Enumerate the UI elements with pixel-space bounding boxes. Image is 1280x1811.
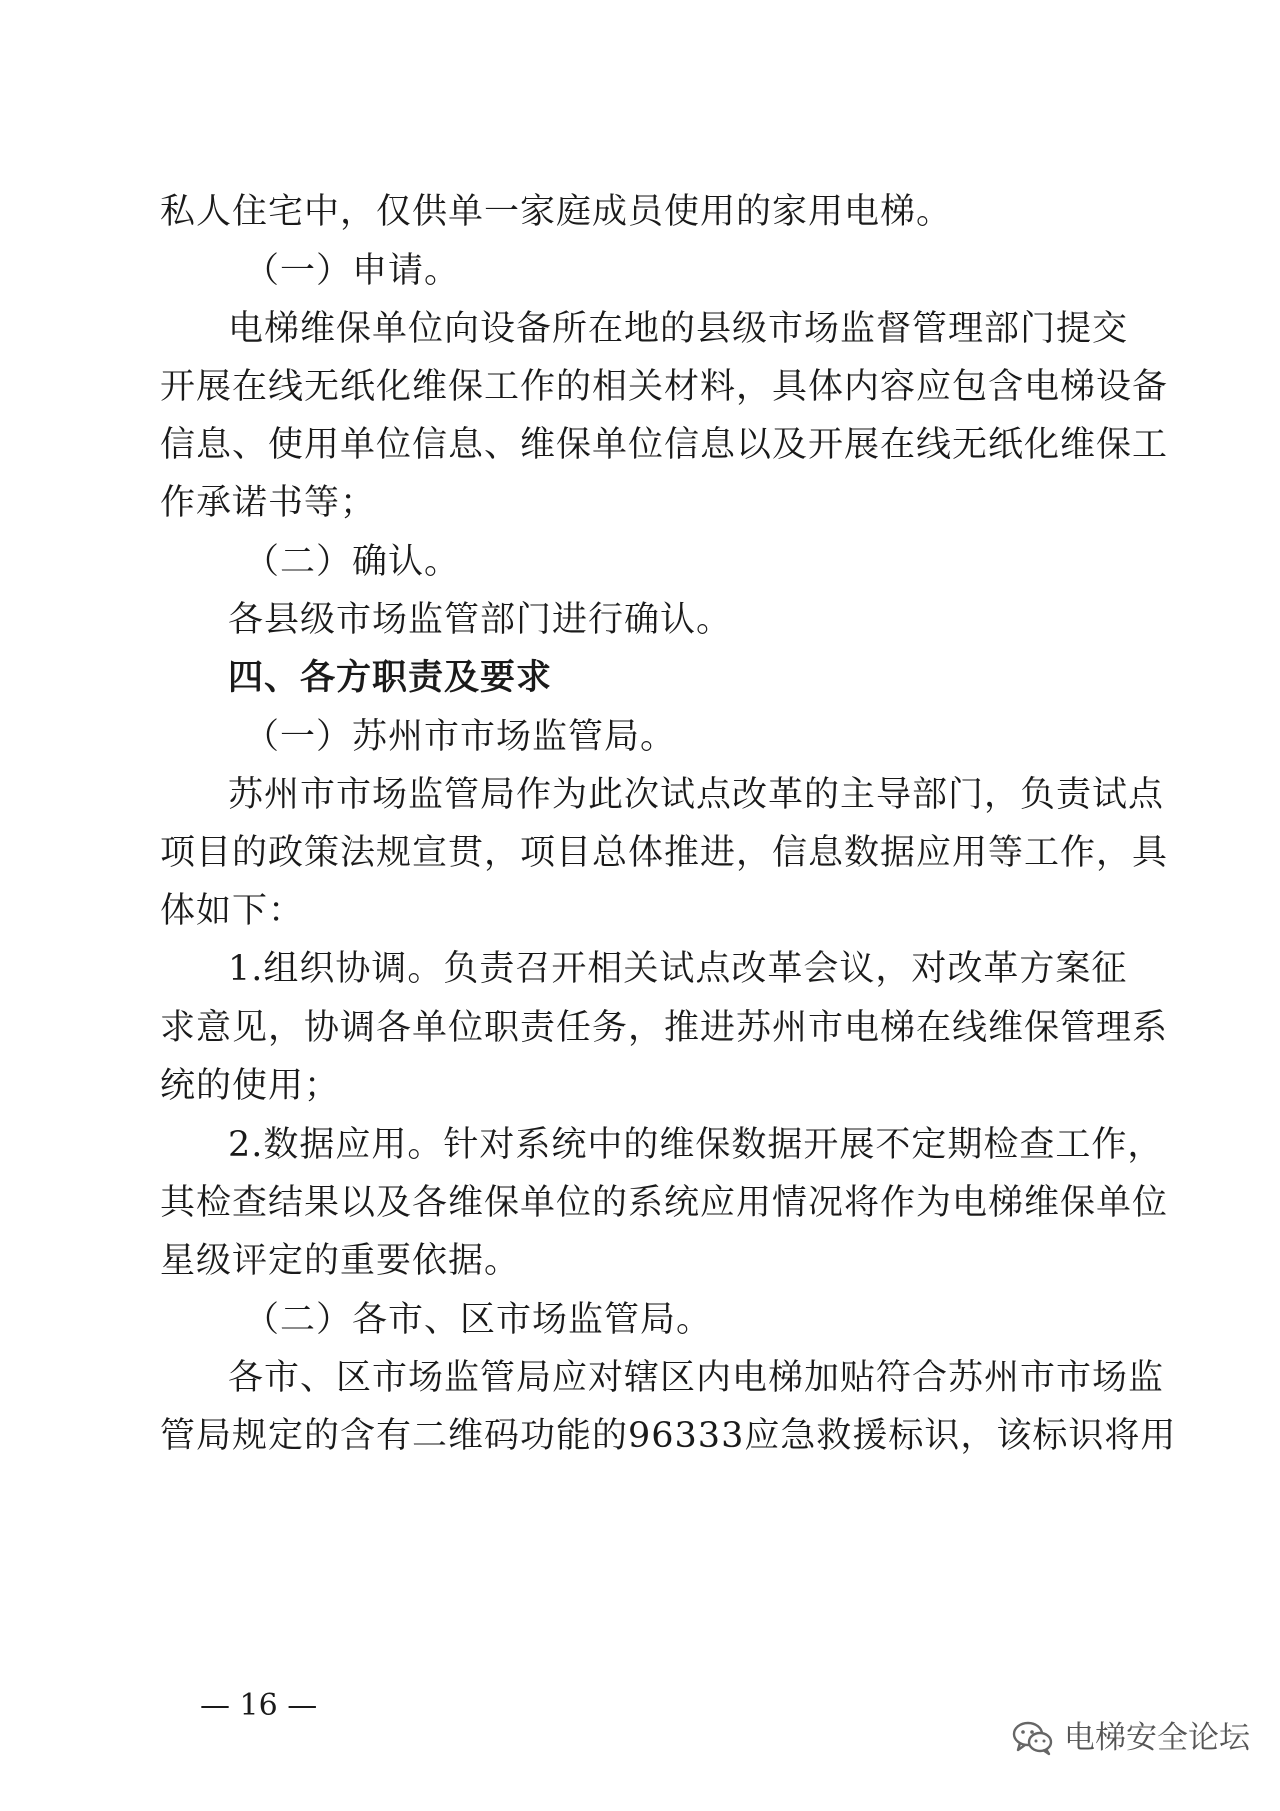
text-line: 项目的政策法规宣贯，项目总体推进，信息数据应用等工作，具: [160, 833, 1169, 873]
section-heading: （二）确认。: [244, 542, 461, 582]
wechat-icon: [1012, 1720, 1054, 1756]
text-line: 2.数据应用。针对系统中的维保数据开展不定期检查工作，: [228, 1125, 1164, 1165]
text-line: 开展在线无纸化维保工作的相关材料，具体内容应包含电梯设备: [160, 367, 1169, 407]
text-line: 统的使用；: [160, 1066, 341, 1106]
text-line: 私人住宅中，仅供单一家庭成员使用的家用电梯。: [160, 192, 953, 232]
chapter-heading: 四、各方职责及要求: [228, 658, 553, 698]
section-heading: （一）申请。: [244, 251, 461, 291]
text-line: 信息、使用单位信息、维保单位信息以及开展在线无纸化维保工: [160, 425, 1169, 465]
watermark: [1012, 1718, 1250, 1758]
page-number: — 16 —: [200, 1688, 318, 1723]
text-line: 1.组织协调。负责召开相关试点改革会议，对改革方案征: [228, 949, 1128, 989]
text-line: 体如下：: [160, 891, 305, 931]
text-line: 各市、区市场监管局应对辖区内电梯加贴符合苏州市市场监: [228, 1358, 1165, 1398]
text-line: 星级评定的重要依据。: [160, 1241, 521, 1281]
text-line: 电梯维保单位向设备所在地的县级市场监督管理部门提交: [228, 309, 1129, 349]
section-heading: （一）苏州市市场监管局。: [244, 717, 677, 757]
text-line: 作承诺书等；: [160, 483, 377, 523]
text-line: 其检查结果以及各维保单位的系统应用情况将作为电梯维保单位: [160, 1183, 1169, 1223]
text-line: 各县级市场监管部门进行确认。: [228, 600, 733, 640]
text-line: 苏州市市场监管局作为此次试点改革的主导部门，负责试点: [228, 775, 1165, 815]
text-line: 管局规定的含有二维码功能的96333应急救援标识，该标识将用: [160, 1416, 1177, 1456]
section-heading: （二）各市、区市场监管局。: [244, 1300, 713, 1340]
text-line: 求意见，协调各单位职责任务，推进苏州市电梯在线维保管理系: [160, 1008, 1169, 1048]
watermark-text: 电梯安全论坛: [1064, 1720, 1250, 1756]
